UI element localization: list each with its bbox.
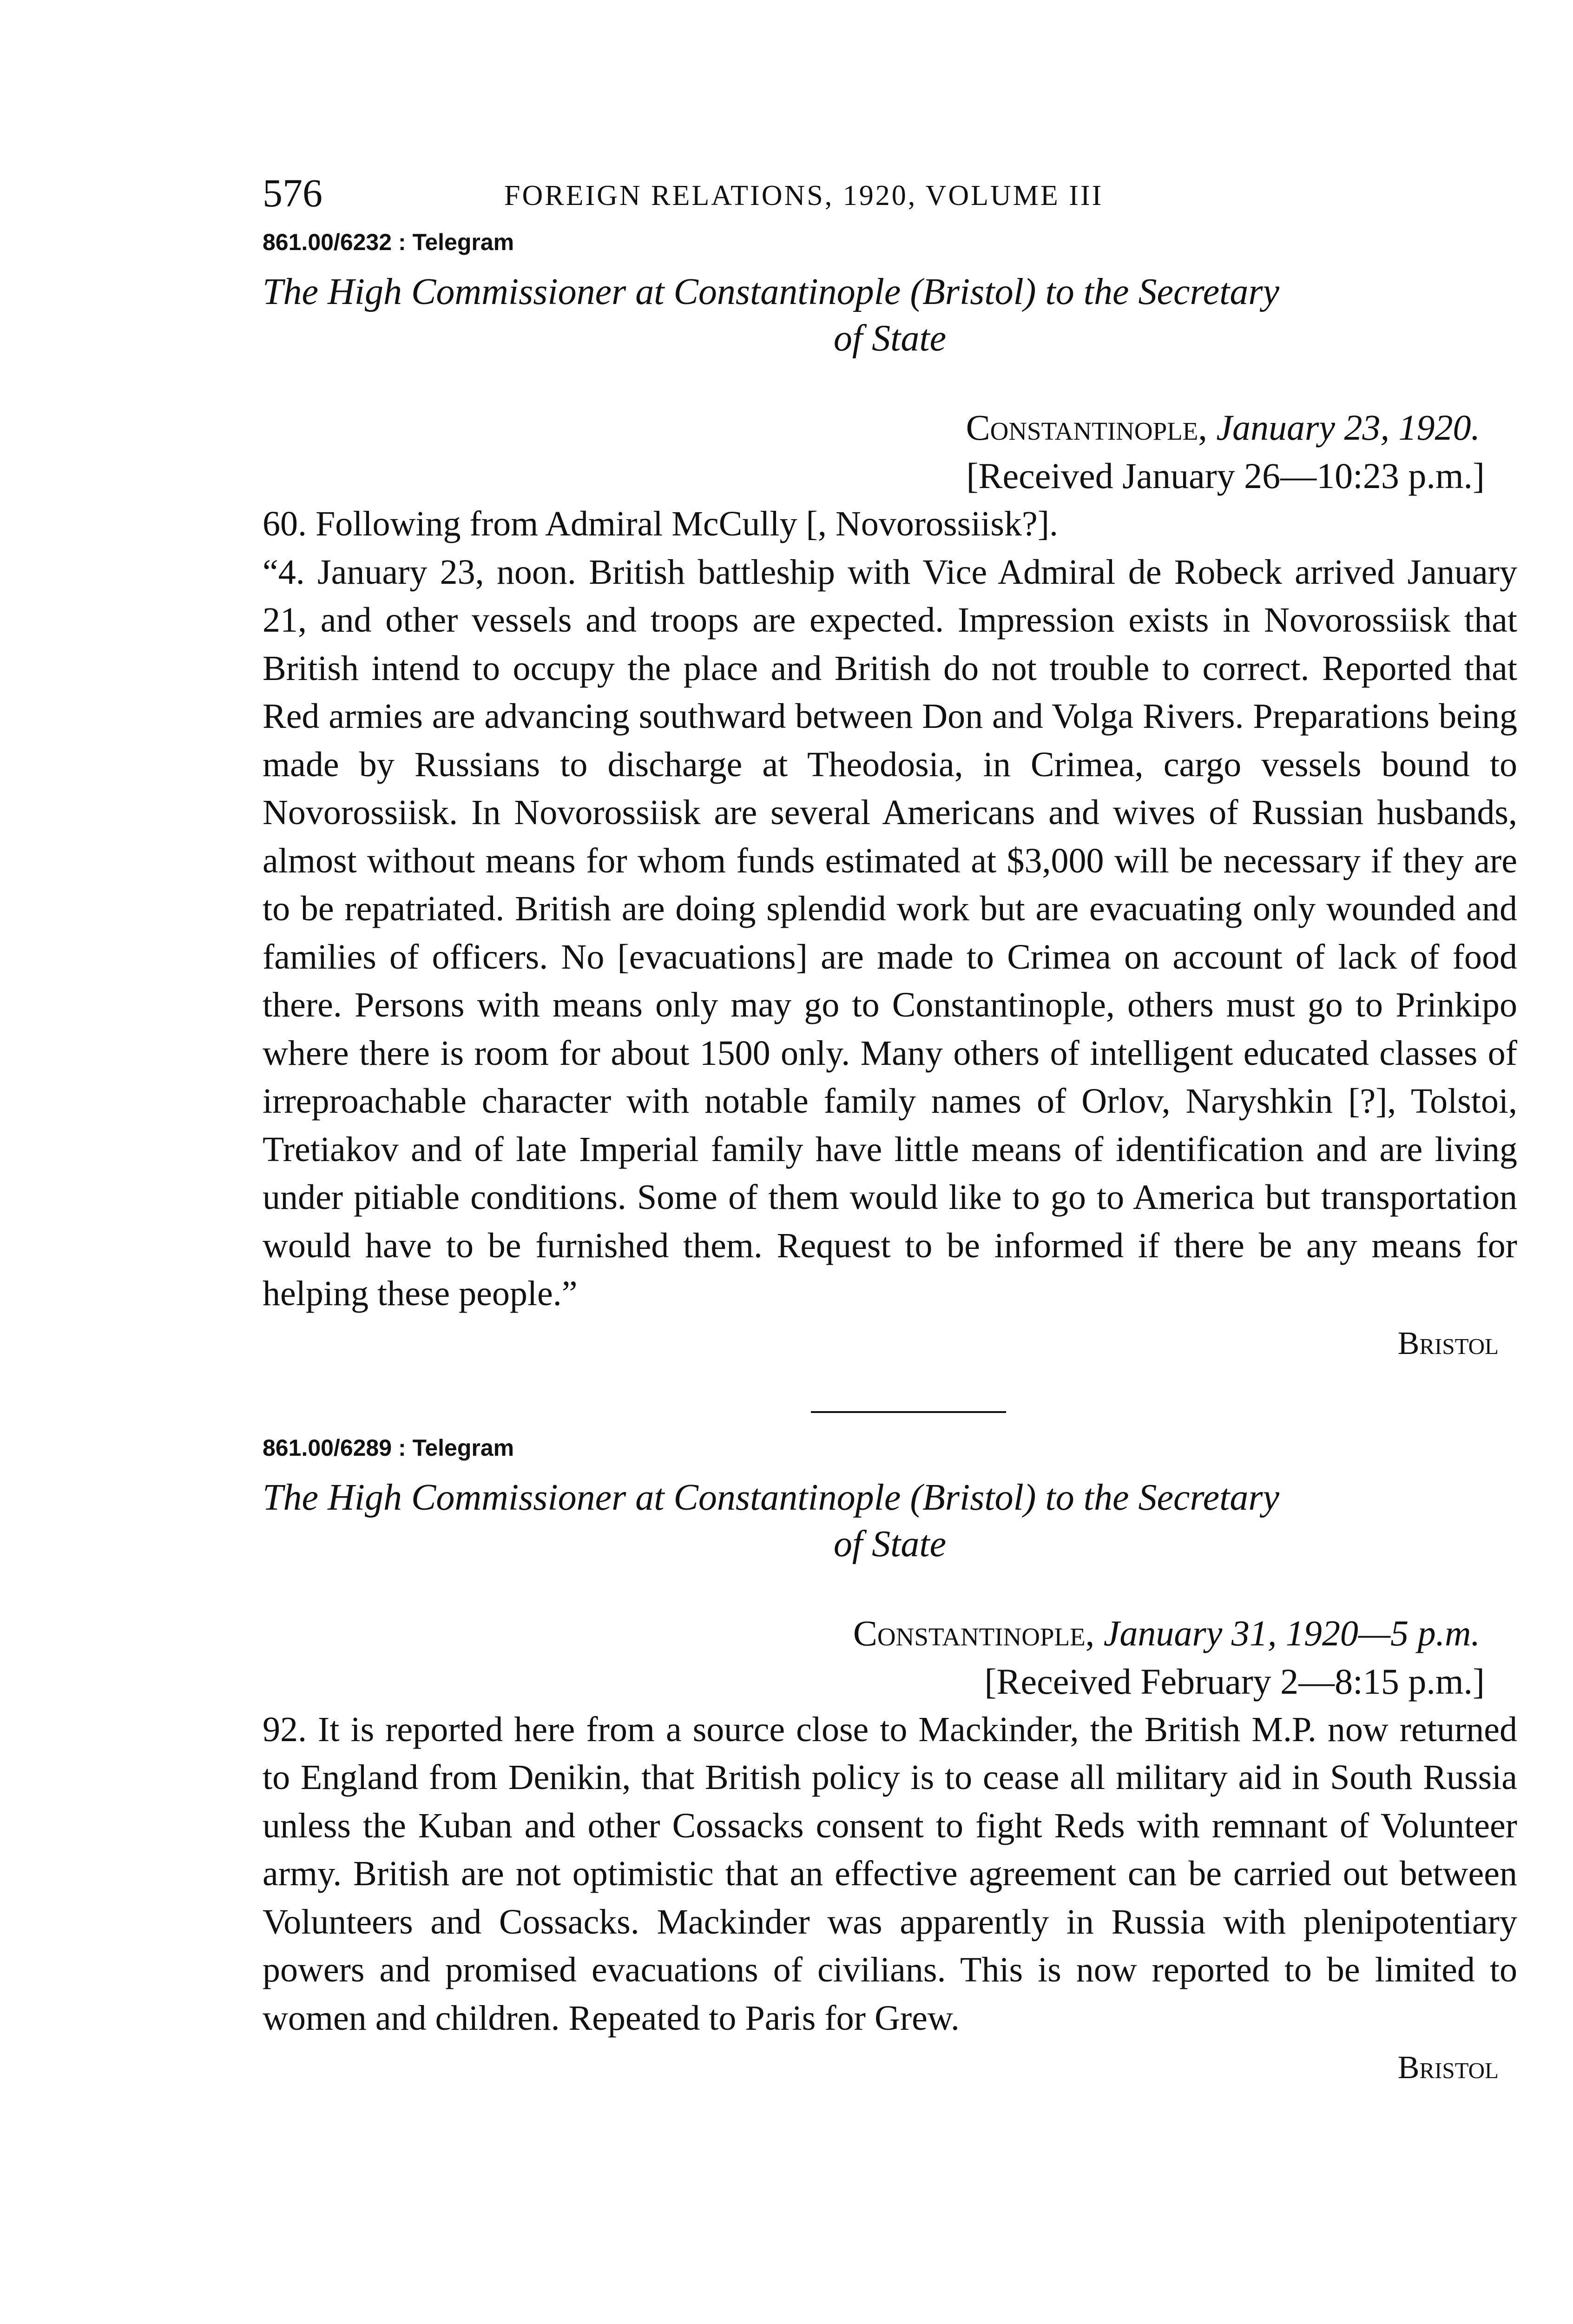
telegram-document bbox=[263, 226, 1517, 1369]
dateline bbox=[263, 403, 1517, 452]
dateline-date: January 23, 1920. bbox=[1216, 407, 1480, 448]
signature: Bristol bbox=[1397, 2050, 1499, 2086]
running-title: FOREIGN RELATIONS, 1920, VOLUME III bbox=[504, 180, 1104, 211]
telegram-body bbox=[263, 1706, 1517, 2043]
dateline bbox=[263, 1609, 1517, 1657]
dateline-place: Constantinople, bbox=[853, 1612, 1095, 1653]
file-reference: 861.00/6289 : Telegram bbox=[263, 1434, 514, 1461]
body-paragraph: “4. January 23, noon. British battleship with Vice Admiral de Robeck arrived January 21, and other vessels and troops are expected. Impression exists in Novorossiisk that British intend to occupy the place and British do not trouble to correct. Reported that Red armies are advancing southward between Don and Volga Rivers. Preparations being made by Russians to discharge at Theodosia, in Crimea, cargo vessels bound to Novorossiisk. In Novorossiisk are several Americans and wives of Russian husbands, almost without means for whom funds estimated at $3,000 will be necessary if they are to be repatriated. British are doing splendid work but are evacuating only wounded and families of officers. No [evacuations] are made to Crimea on account of lack of food there. Persons with means only may go to Constantinople, others must go to Prinkipo where there is room for about 1500 only. Many others of intelligent educated classes of irreproachable character with notable family names of Orlov, Naryshkin [?], Tolstoi, Tretiakov and of late Imperial family have little means of identification and are living under pitiable conditions. Some of them would like to go to America but transportation would have to be furnished them. Request to be informed if there be any means for helping these people.” bbox=[263, 552, 1517, 1313]
telegram-document bbox=[263, 1432, 1517, 2094]
dateline-date: January 31, 1920—5 p.m. bbox=[1103, 1612, 1480, 1653]
document-heading bbox=[263, 269, 1517, 362]
heading-line: of State bbox=[833, 318, 947, 359]
section-divider bbox=[811, 1411, 1006, 1413]
body-paragraph: 60. Following from Admiral McCully [, Novorossiisk?]. bbox=[263, 504, 1059, 543]
signature: Bristol bbox=[1397, 1325, 1499, 1361]
telegram-body bbox=[263, 500, 1517, 1318]
dateline-place: Constantinople, bbox=[966, 407, 1207, 448]
received-note: [Received February 2—8:15 p.m.] bbox=[984, 1661, 1485, 1702]
heading-line: The High Commissioner at Constantinople (Bristol) to the Secretary bbox=[263, 271, 1280, 312]
page-number: 576 bbox=[263, 171, 322, 215]
heading-line: The High Commissioner at Constantinople (Bristol) to the Secretary bbox=[263, 1477, 1280, 1518]
document-heading bbox=[263, 1474, 1517, 1567]
heading-line: of State bbox=[833, 1523, 947, 1565]
body-paragraph: 92. It is reported here from a source close to Mackinder, the British M.P. now returned to England from Denikin, that British policy is to cease all military aid in South Russia unless the Kuban and other Cossacks consent to fight Reds with remnant of Volunteer army. British are not optimistic that an effective agreement can be carried out between Volunteers and Cossacks. Mackinder was apparently in Russia with plenipotentiary powers and promised evacuations of civilians. This is now reported to be limited to women and children. Repeated to Paris for Grew. bbox=[263, 1710, 1517, 2038]
file-reference: 861.00/6232 : Telegram bbox=[263, 229, 514, 255]
running-head bbox=[263, 167, 1517, 218]
received-note: [Received January 26—10:23 p.m.] bbox=[966, 456, 1485, 496]
page bbox=[263, 167, 1517, 2093]
